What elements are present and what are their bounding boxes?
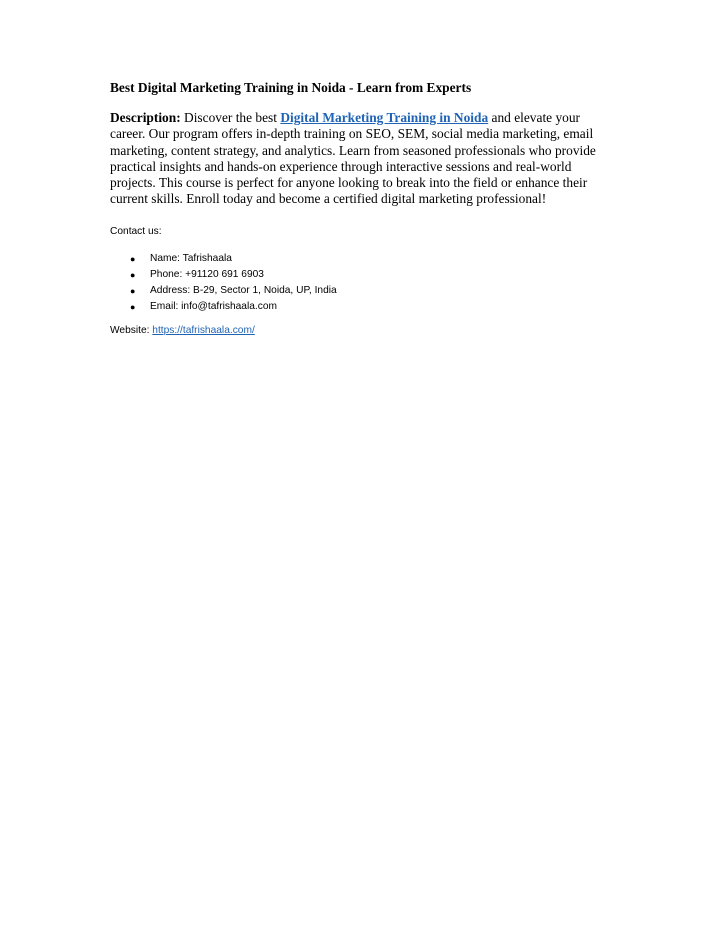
contact-item-email <box>110 299 610 315</box>
contact-list <box>110 251 610 315</box>
bullet-icon: ● <box>130 269 136 280</box>
contact-address: Address: B-29, Sector 1, Noida, UP, India <box>150 284 337 296</box>
contact-heading: Contact us: <box>110 225 162 237</box>
website-line <box>110 324 610 338</box>
digital-marketing-training-link[interactable]: Digital Marketing Training in Noida <box>280 110 489 125</box>
contact-item-phone <box>110 267 610 283</box>
description-text-after: and elevate your career. Our program offers in-depth training on SEO, SEM, social media marketing, email marketing, content strategy, and analytics. Learn from seasoned professionals who provide practical insights and hands-on experience through interactive sessions and real-world projects. This course is perfect for anyone looking to break into the field or enhance their current skills. Enroll today and become a certified digital marketing professional! <box>110 110 596 207</box>
contact-item-address <box>110 283 610 299</box>
website-link[interactable]: https://tafrishaala.com/ <box>152 324 255 336</box>
document-content <box>110 78 610 338</box>
description-label: Description: <box>110 110 181 125</box>
document-title: Best Digital Marketing Training in Noida - Learn from Experts <box>110 80 472 95</box>
description-text-before: Discover the best <box>180 110 281 125</box>
bullet-icon: ● <box>130 301 136 312</box>
bullet-icon: ● <box>130 253 136 264</box>
description-paragraph <box>110 110 605 208</box>
website-label: Website: <box>110 324 153 336</box>
contact-email: Email: info@tafrishaala.com <box>150 300 277 312</box>
contact-name: Name: Tafrishaala <box>150 252 232 264</box>
contact-item-name <box>110 251 610 267</box>
bullet-icon: ● <box>130 285 136 296</box>
contact-phone: Phone: +91120 691 6903 <box>150 268 264 280</box>
